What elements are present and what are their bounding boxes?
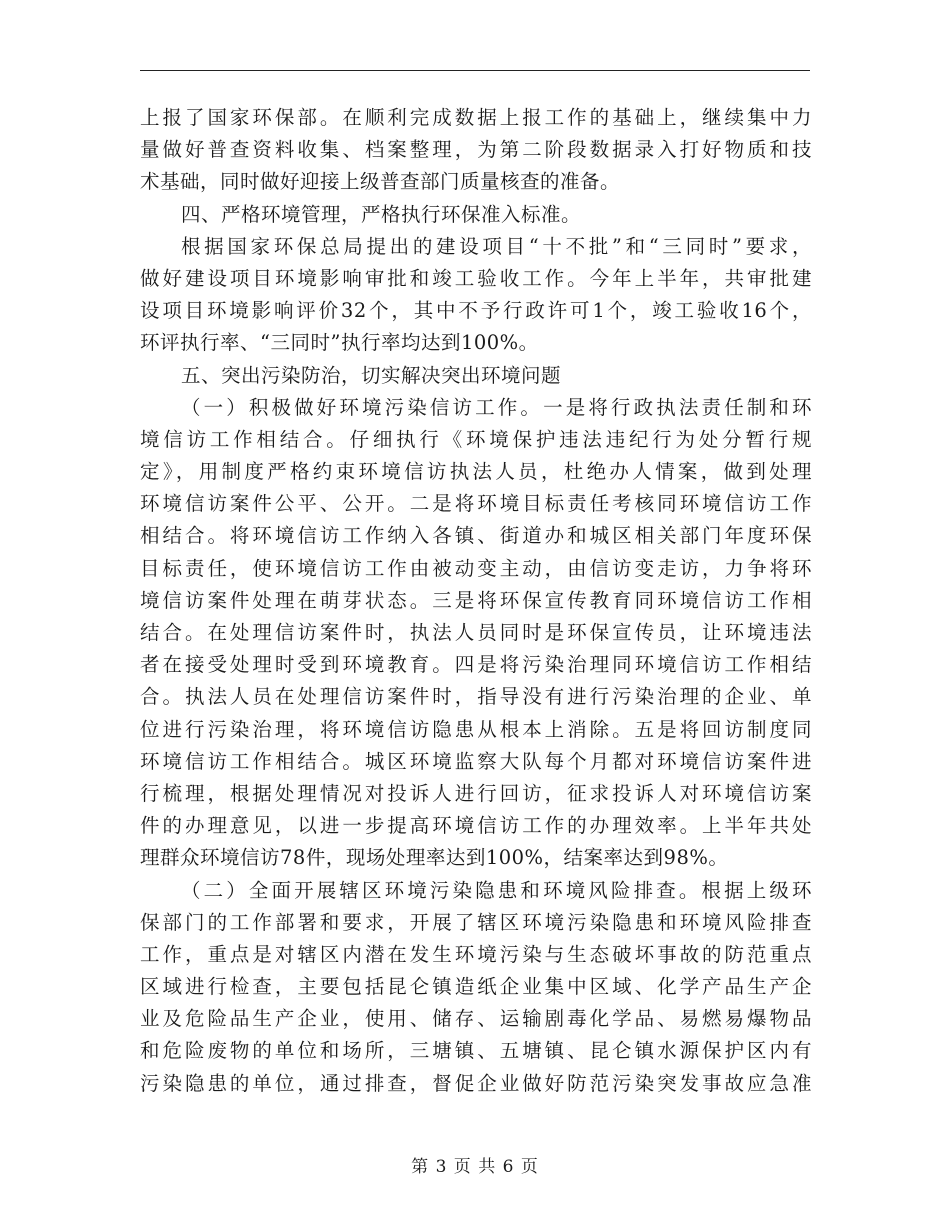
text-line: 上报了国家环保部。在顺利完成数据上报工作的基础上，继续集中力 bbox=[140, 106, 812, 129]
text-line: 工作，重点是对辖区内潜在发生环境污染与生态破坏事故的防范重点 bbox=[140, 942, 812, 966]
text-line: 和危险废物的单位和场所，三塘镇、五塘镇、昆仑镇水源保护区内有 bbox=[140, 1039, 812, 1063]
text-line: 根据国家环保总局提出的建设项目“十不批”和“三同时”要求， bbox=[181, 234, 812, 258]
header-rule bbox=[140, 70, 810, 71]
text-line: （一）积极做好环境污染信访工作。一是将行政执法责任制和环 bbox=[181, 395, 812, 419]
text-line: 合。执法人员在处理信访案件时，指导没有进行污染治理的企业、单 bbox=[140, 685, 812, 709]
text-line: 业及危险品生产企业，使用、储存、运输剧毒化学品、易燃易爆物品 bbox=[140, 1007, 812, 1031]
text-line: 结合。在处理信访案件时，执法人员同时是环保宣传员，让环境违法 bbox=[140, 621, 812, 644]
text-line: 保部门的工作部署和要求，开展了辖区环境污染隐患和环境风险排查 bbox=[140, 910, 812, 934]
text-line: 境信访案件处理在萌芽状态。三是将环保宣传教育同环境信访工作相 bbox=[140, 588, 812, 612]
text-line: （二）全面开展辖区环境污染隐患和环境风险排查。根据上级环 bbox=[181, 878, 812, 902]
text-line: 理群众环境信访78件，现场处理率达到100%，结案率达到98%。 bbox=[140, 846, 729, 870]
text-line: 者在接受处理时受到环境教育。四是将污染治理同环境信访工作相结 bbox=[140, 653, 812, 677]
text-line: 境信访工作相结合。仔细执行《环境保护违法违纪行为处分暂行规 bbox=[140, 427, 812, 451]
text-line: 术基础，同时做好迎接上级普查部门质量核查的准备。 bbox=[140, 170, 621, 194]
text-line: 设项目环境影响评价32个，其中不予行政许可1个，竣工验收16个， bbox=[140, 299, 812, 323]
text-line: 行梳理，根据处理情况对投诉人进行回访，征求投诉人对环境信访案 bbox=[140, 781, 812, 805]
text-line: 污染隐患的单位，通过排查，督促企业做好防范污染突发事故应急准 bbox=[140, 1071, 812, 1095]
text-line: 位进行污染治理，将环境信访隐患从根本上消除。五是将回访制度同 bbox=[140, 717, 812, 741]
text-line: 区域进行检查，主要包括昆仑镇造纸企业集中区域、化学产品生产企 bbox=[140, 975, 812, 999]
text-line: 环境信访案件公平、公开。二是将环境目标责任考核同环境信访工作 bbox=[140, 492, 812, 516]
page-number-footer: 第 3 页 共 6 页 bbox=[411, 1157, 539, 1177]
text-line: 相结合。将环境信访工作纳入各镇、街道办和城区相关部门年度环保 bbox=[140, 524, 812, 548]
text-line: 件的办理意见，以进一步提高环境信访工作的办理效率。上半年共处 bbox=[140, 814, 812, 838]
text-line: 定》，用制度严格约束环境信访执法人员，杜绝办人情案，做到处理 bbox=[140, 460, 812, 484]
text-line: 五、突出污染防治，切实解决突出环境问题 bbox=[181, 363, 562, 387]
text-line: 量做好普查资料收集、档案整理，为第二阶段数据录入打好物质和技 bbox=[140, 138, 812, 162]
text-line: 环境信访工作相结合。城区环境监察大队每个月都对环境信访案件进 bbox=[140, 749, 812, 773]
document-body bbox=[140, 102, 812, 1100]
text-line: 环评执行率、“三同时”执行率均达到100%。 bbox=[140, 331, 539, 355]
text-line: 四、严格环境管理，严格执行环保准入标准。 bbox=[181, 202, 582, 226]
text-line: 做好建设项目环境影响审批和竣工验收工作。今年上半年，共审批建 bbox=[140, 266, 812, 290]
text-line: 目标责任，使环境信访工作由被动变主动，由信访变走访，力争将环 bbox=[140, 556, 812, 580]
